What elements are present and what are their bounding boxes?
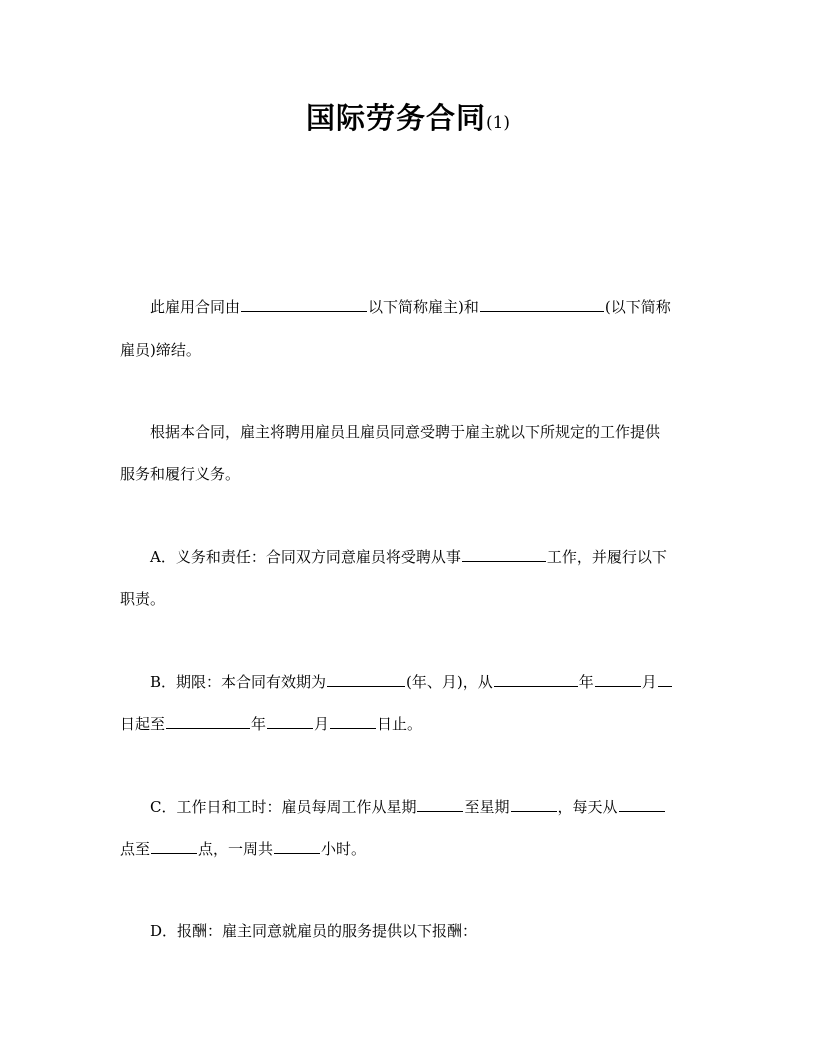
start-month-blank[interactable] [595,672,641,687]
sectionC-line1 [150,797,666,817]
para1-line2 [120,340,201,360]
sectionA-text-c: 职责。 [120,590,166,608]
sectionA-text-a: A．义务和责任：合同双方同意雇员将受聘从事 [150,548,461,566]
job-title-blank[interactable] [462,547,546,562]
term-length-blank[interactable] [327,672,405,687]
sectionC-text-e: 点，一周共 [198,840,274,858]
sectionB-line1 [150,672,673,692]
para1-text-c: (以下简称 [604,298,671,316]
para1-text-a: 此雇用合同由 [150,298,241,316]
sectionC-text-f: 小时。 [321,840,367,858]
sectionB-text-c: 年 [578,673,594,691]
sectionB-text-d: 月 [641,673,657,691]
sectionB-text-e: 日起至 [120,715,166,733]
sectionC-text-a: C．工作日和工时：雇员每周工作从星期 [150,798,417,816]
end-month-blank[interactable] [267,714,313,729]
para1-line1 [150,297,671,317]
start-year-blank[interactable] [494,672,578,687]
para1-text-d: 雇员)缔结。 [120,341,201,359]
sectionB-text-b: (年、月)，从 [406,673,493,691]
sectionD-line1 [150,921,477,941]
hour-from-blank[interactable] [619,797,665,812]
sectionA-line1 [150,547,667,567]
employee-name-blank[interactable] [480,297,604,312]
para2-line1 [150,422,660,442]
para2-text-b: 服务和履行义务。 [120,465,241,483]
weekly-hours-blank[interactable] [274,839,320,854]
sectionB-line2 [120,714,422,734]
sectionB-text-a: B．期限：本合同有效期为 [150,673,327,691]
sectionD-text-a: D．报酬：雇主同意就雇员的服务提供以下报酬： [150,922,478,940]
sectionC-text-d: 点至 [120,840,151,858]
end-year-blank[interactable] [166,714,250,729]
hour-to-blank[interactable] [151,839,197,854]
end-day-blank[interactable] [330,714,376,729]
weekday-to-blank[interactable] [511,797,557,812]
sectionB-text-g: 月 [314,715,330,733]
para2-line2 [120,464,240,484]
employer-name-blank[interactable] [241,297,367,312]
title-main: 国际劳务合同 [305,101,486,135]
sectionC-text-c: ，每天从 [557,798,618,816]
sectionC-line2 [120,839,366,859]
para1-text-b: 以下简称雇主)和 [368,298,479,316]
start-day-blank[interactable] [658,672,672,687]
document-title [0,96,816,137]
sectionB-text-h: 日止。 [377,715,423,733]
weekday-from-blank[interactable] [417,797,463,812]
sectionA-text-b: 工作，并履行以下 [546,548,667,566]
sectionB-text-f: 年 [251,715,267,733]
para2-text-a: 根据本合同，雇主将聘用雇员且雇员同意受聘于雇主就以下所规定的工作提供 [150,423,661,441]
sectionA-line2 [120,589,165,609]
sectionC-text-b: 至星期 [464,798,510,816]
title-suffix: (1) [485,113,511,133]
